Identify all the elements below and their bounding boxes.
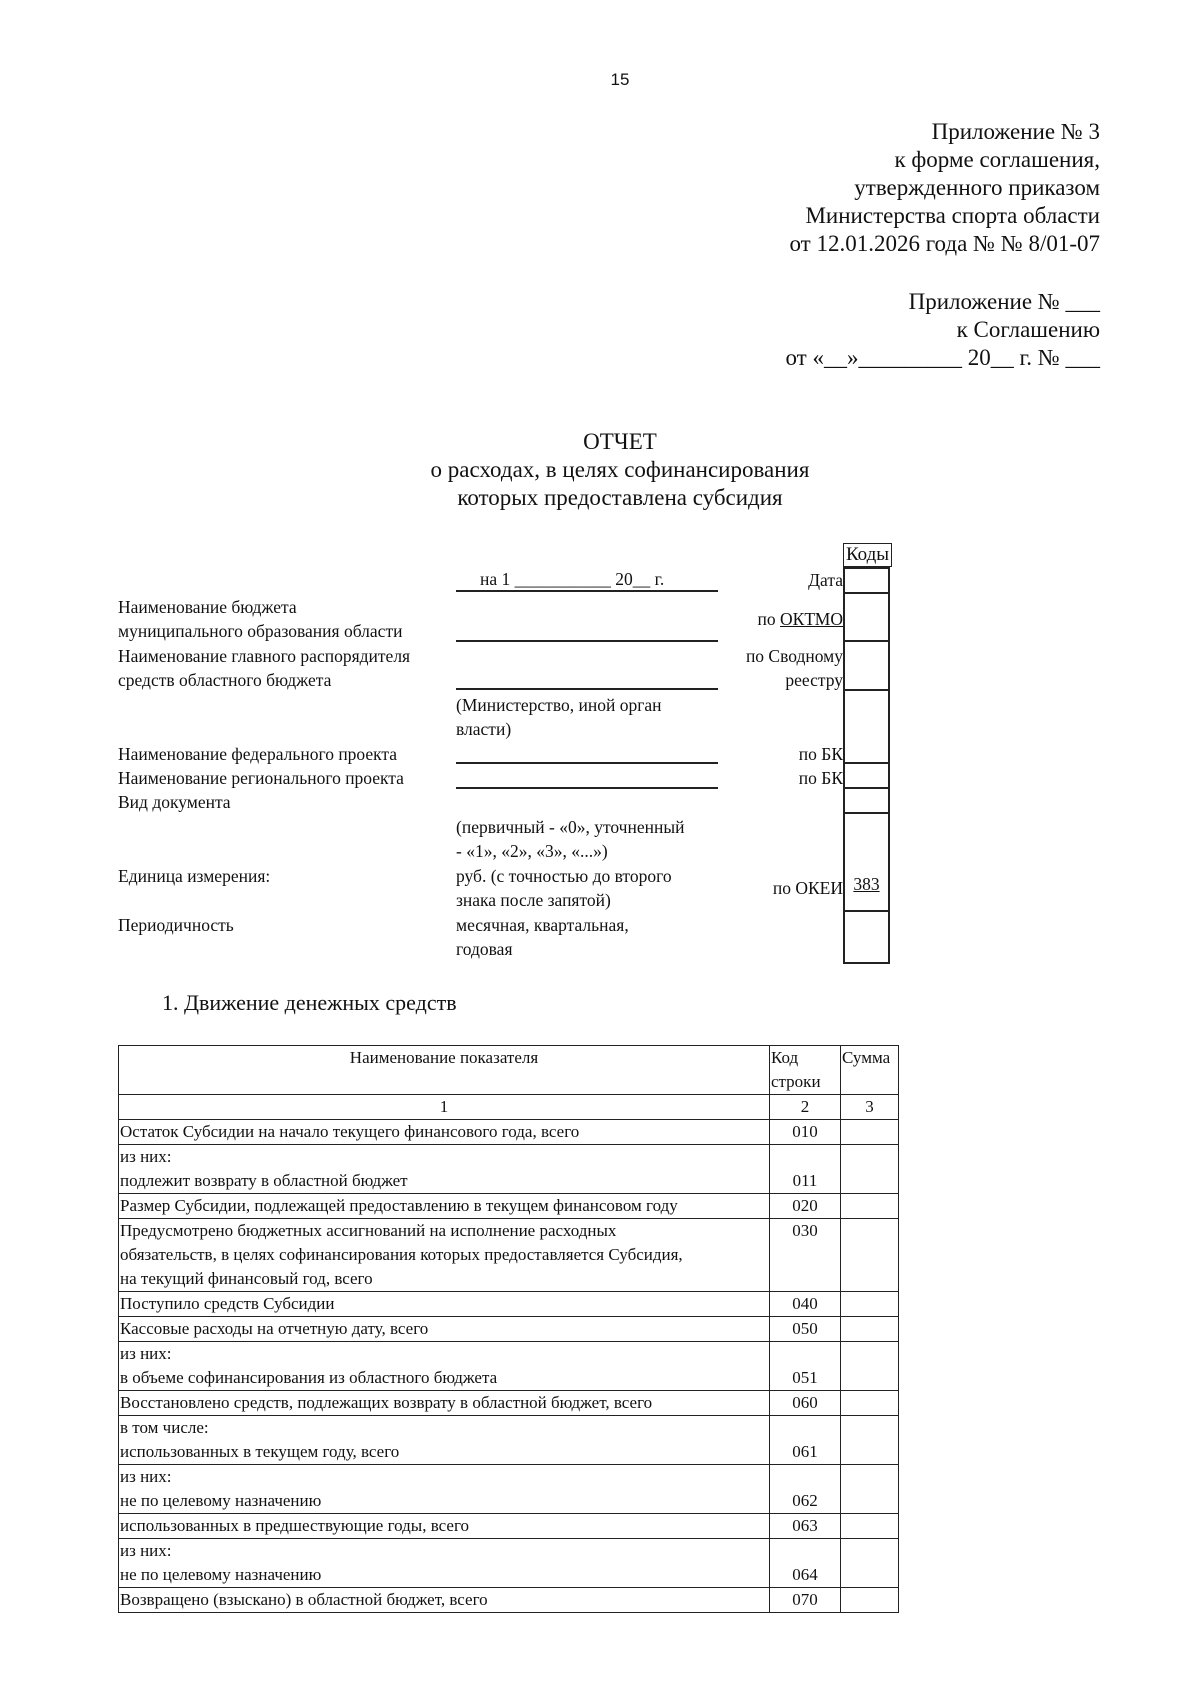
- row-code: 011: [770, 1145, 841, 1194]
- table-row: [119, 1194, 899, 1219]
- row-code: 051: [770, 1342, 841, 1391]
- appendix-line: утвержденного приказом: [854, 175, 1100, 200]
- row-sum[interactable]: [841, 1514, 899, 1539]
- table-row: [119, 1514, 899, 1539]
- codes-divider: [845, 689, 888, 691]
- title-main: ОТЧЕТ: [583, 429, 657, 454]
- row-sum[interactable]: [841, 1342, 899, 1391]
- table-row: [119, 1292, 899, 1317]
- table-row: [119, 1416, 899, 1465]
- report-title: [0, 428, 1200, 512]
- page-number: 15: [610, 70, 630, 89]
- header-code: Код строки: [770, 1046, 841, 1095]
- codes-divider: [845, 787, 888, 789]
- row-name: из них: не по целевому назначению: [119, 1539, 770, 1588]
- header-sum: Сумма: [841, 1046, 899, 1095]
- doc-type-label: Вид документа: [118, 792, 231, 812]
- annex-line: Приложение № ___: [908, 289, 1100, 314]
- date-line: на 1 ___________ 20__ г.: [480, 569, 665, 589]
- ministry-note: (Министерство, иной орган власти): [456, 695, 662, 739]
- header-name: Наименование показателя: [119, 1046, 770, 1095]
- annex-block: [785, 288, 1100, 372]
- svod-label: по Сводному реестру: [745, 646, 843, 690]
- unit-value: руб. (с точностью до второго знака после запятой): [456, 866, 672, 910]
- row-name: Размер Субсидии, подлежащей предоставлению в текущем финансовом году: [119, 1194, 770, 1219]
- appendix-line: Приложение № 3: [931, 119, 1100, 144]
- po-bk-label: по БК: [798, 744, 843, 764]
- table-row: [119, 1588, 899, 1613]
- fed-project-underline: [456, 762, 718, 764]
- budget-label: Наименование бюджета муниципального образования области: [118, 597, 403, 641]
- cash-flow-table: [118, 1045, 899, 1613]
- row-name: из них: не по целевому назначению: [119, 1465, 770, 1514]
- table-row: [119, 1465, 899, 1514]
- row-sum[interactable]: [841, 1416, 899, 1465]
- unit-label: Единица измерения:: [118, 866, 271, 886]
- row-sum[interactable]: [841, 1588, 899, 1613]
- section-title: 1. Движение денежных средств: [162, 990, 457, 1015]
- appendix-block: [789, 118, 1100, 258]
- appendix-line: Министерства спорта области: [805, 203, 1100, 228]
- col-number: 3: [841, 1095, 899, 1120]
- row-sum[interactable]: [841, 1317, 899, 1342]
- row-sum[interactable]: [841, 1391, 899, 1416]
- row-code: 063: [770, 1514, 841, 1539]
- codes-column: [843, 567, 890, 964]
- row-sum[interactable]: [841, 1194, 899, 1219]
- codes-divider: [845, 762, 888, 764]
- okei-label: по ОКЕИ: [772, 878, 843, 898]
- row-code: 020: [770, 1194, 841, 1219]
- row-name: в том числе: использованных в текущем году, всего: [119, 1416, 770, 1465]
- codes-divider: [845, 910, 888, 912]
- title-sub: о расходах, в целях софинансирования: [430, 457, 810, 482]
- row-name: из них: подлежит возврату в областной бюджет: [119, 1145, 770, 1194]
- row-sum[interactable]: [841, 1145, 899, 1194]
- col-number: 1: [119, 1095, 770, 1120]
- okei-code: 383: [853, 874, 880, 894]
- reg-project-underline: [456, 787, 718, 789]
- reg-project-label: Наименование регионального проекта: [118, 768, 404, 788]
- row-code: 050: [770, 1317, 841, 1342]
- po-bk-label: по БК: [798, 768, 843, 788]
- row-name: из них: в объеме софинансирования из областного бюджета: [119, 1342, 770, 1391]
- table-row: [119, 1539, 899, 1588]
- table-number-row: [119, 1095, 899, 1120]
- row-code: 060: [770, 1391, 841, 1416]
- row-sum[interactable]: [841, 1539, 899, 1588]
- row-code: 010: [770, 1120, 841, 1145]
- row-code: 062: [770, 1465, 841, 1514]
- row-name: Восстановлено средств, подлежащих возврату в областной бюджет, всего: [119, 1391, 770, 1416]
- table-row: [119, 1391, 899, 1416]
- row-name: использованных в предшествующие годы, всего: [119, 1514, 770, 1539]
- row-code: 030: [770, 1219, 841, 1292]
- oktmo-label: по ОКТМО: [757, 609, 843, 629]
- row-code: 061: [770, 1416, 841, 1465]
- col-number: 2: [770, 1095, 841, 1120]
- table-row: [119, 1120, 899, 1145]
- table-row: [119, 1342, 899, 1391]
- row-code: 070: [770, 1588, 841, 1613]
- annex-line: к Соглашению: [956, 317, 1100, 342]
- annex-line: от «__»_________ 20__ г. № ___: [785, 345, 1100, 370]
- row-sum[interactable]: [841, 1292, 899, 1317]
- codes-divider: [845, 640, 888, 642]
- period-label: Периодичность: [118, 915, 234, 935]
- row-code: 064: [770, 1539, 841, 1588]
- row-sum[interactable]: [841, 1219, 899, 1292]
- row-sum[interactable]: [841, 1465, 899, 1514]
- row-code: 040: [770, 1292, 841, 1317]
- distributor-underline: [456, 688, 718, 690]
- table-row: [119, 1317, 899, 1342]
- row-name: Остаток Субсидии на начало текущего финансового года, всего: [119, 1120, 770, 1145]
- fed-project-label: Наименование федерального проекта: [118, 744, 398, 764]
- budget-underline: [456, 640, 718, 642]
- appendix-line: к форме соглашения,: [894, 147, 1100, 172]
- row-name: Предусмотрено бюджетных ассигнований на исполнение расходных обязательств, в целях софинансирования которых предоставляется Субсидия, на текущий финансовый год, всего: [119, 1219, 770, 1292]
- row-sum[interactable]: [841, 1120, 899, 1145]
- distributor-label: Наименование главного распорядителя средств областного бюджета: [118, 646, 411, 690]
- codes-divider: [845, 592, 888, 594]
- period-value: месячная, квартальная, годовая: [456, 915, 629, 959]
- codes-divider: [845, 812, 888, 814]
- date-underline: [456, 590, 718, 592]
- codes-header: Коды: [843, 543, 892, 567]
- date-label: Дата: [808, 570, 843, 590]
- appendix-line: от 12.01.2026 года № № 8/01-07: [789, 231, 1100, 256]
- row-name: Поступило средств Субсидии: [119, 1292, 770, 1317]
- doc-type-note: (первичный - «0», уточненный - «1», «2», «3», «...»): [456, 817, 685, 861]
- table-row: [119, 1145, 899, 1194]
- row-name: Возвращено (взыскано) в областной бюджет, всего: [119, 1588, 770, 1613]
- table-row: [119, 1219, 899, 1292]
- table-header-row: [119, 1046, 899, 1095]
- row-name: Кассовые расходы на отчетную дату, всего: [119, 1317, 770, 1342]
- title-sub: которых предоставлена субсидия: [457, 485, 783, 510]
